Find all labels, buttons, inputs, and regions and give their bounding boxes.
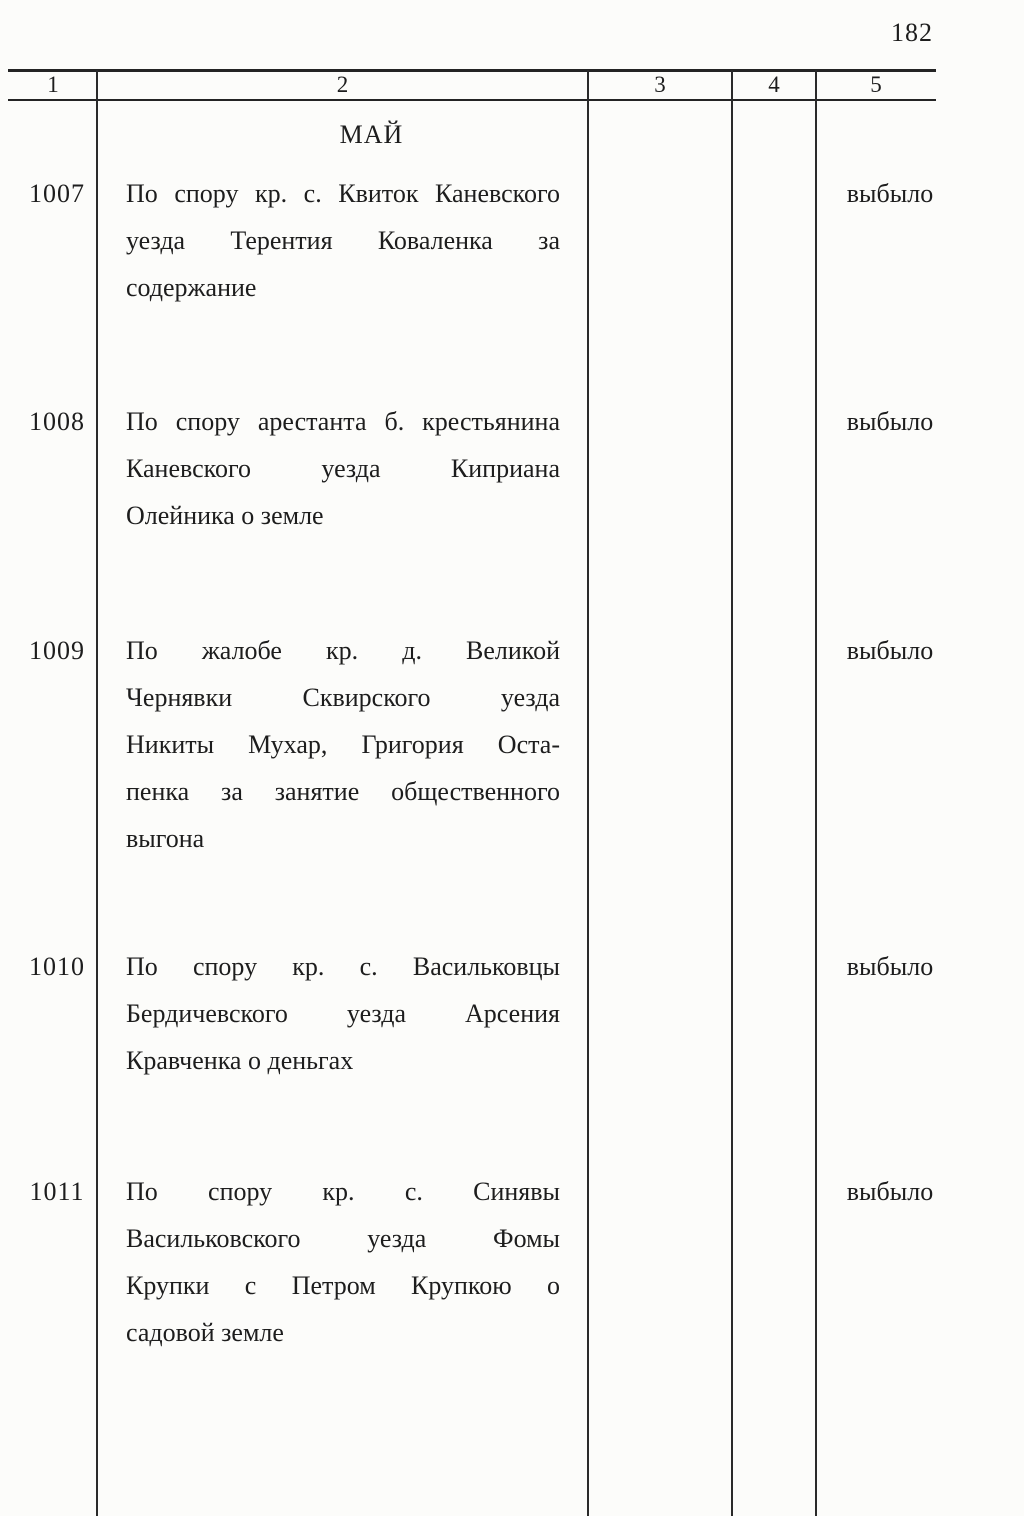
- month-header: МАЙ: [339, 120, 404, 149]
- case-description-line: Кравченка о деньгах: [126, 1046, 354, 1075]
- case-description: [126, 943, 560, 1084]
- column-divider-1-2: [96, 70, 98, 1516]
- case-description: [126, 627, 560, 862]
- case-number: 1009: [29, 636, 85, 665]
- case-description-line: По спору кр. с. Синявы: [126, 1177, 560, 1206]
- case-description-line: выгона: [126, 824, 205, 853]
- case-number: 1011: [29, 1177, 85, 1206]
- case-description-line: Каневского уезда Киприана: [126, 454, 560, 483]
- status-text: выбыло: [846, 407, 934, 436]
- case-description-line: Никиты Мухар, Григория Оста-: [126, 730, 560, 759]
- status-text: выбыло: [846, 1177, 934, 1206]
- case-description: [126, 1168, 560, 1356]
- case-description-line: пенка за занятие общественного: [126, 777, 560, 806]
- case-number: 1010: [29, 952, 85, 981]
- case-description-line: Крупки с Петром Крупкою о: [126, 1271, 560, 1300]
- case-description-line: Васильковского уезда Фомы: [126, 1224, 560, 1253]
- case-description-line: Чернявки Сквирского уезда: [126, 683, 560, 712]
- case-description-line: садовой земле: [126, 1318, 284, 1347]
- case-description-line: Олейника о земле: [126, 501, 324, 530]
- column-header-1: 1: [47, 72, 59, 97]
- column-header-5: 5: [870, 72, 882, 97]
- case-description: [126, 398, 560, 539]
- case-number: 1007: [29, 179, 85, 208]
- case-description-line: Бердичевского уезда Арсения: [126, 999, 560, 1028]
- status-text: выбыло: [846, 179, 934, 208]
- case-description-line: По спору арестанта б. крестьянина: [126, 407, 560, 436]
- case-description-line: По спору кр. с. Васильковцы: [126, 952, 560, 981]
- column-divider-3-4: [731, 70, 733, 1516]
- case-description-line: По жалобе кр. д. Великой: [126, 636, 560, 665]
- case-description-line: содержание: [126, 273, 257, 302]
- status-text: выбыло: [846, 636, 934, 665]
- case-number: 1008: [29, 407, 85, 436]
- column-divider-4-5: [815, 70, 817, 1516]
- case-description-line: По спору кр. с. Квиток Каневского: [126, 179, 560, 208]
- column-header-3: 3: [654, 72, 666, 97]
- page-number: 182: [891, 18, 933, 47]
- column-header-4: 4: [768, 72, 780, 97]
- column-header-2: 2: [336, 72, 349, 97]
- table-header-bottom-rule: [8, 99, 936, 101]
- column-divider-2-3: [587, 70, 589, 1516]
- case-description: [126, 170, 560, 311]
- case-description-line: уезда Терентия Коваленка за: [126, 226, 560, 255]
- status-text: выбыло: [846, 952, 934, 981]
